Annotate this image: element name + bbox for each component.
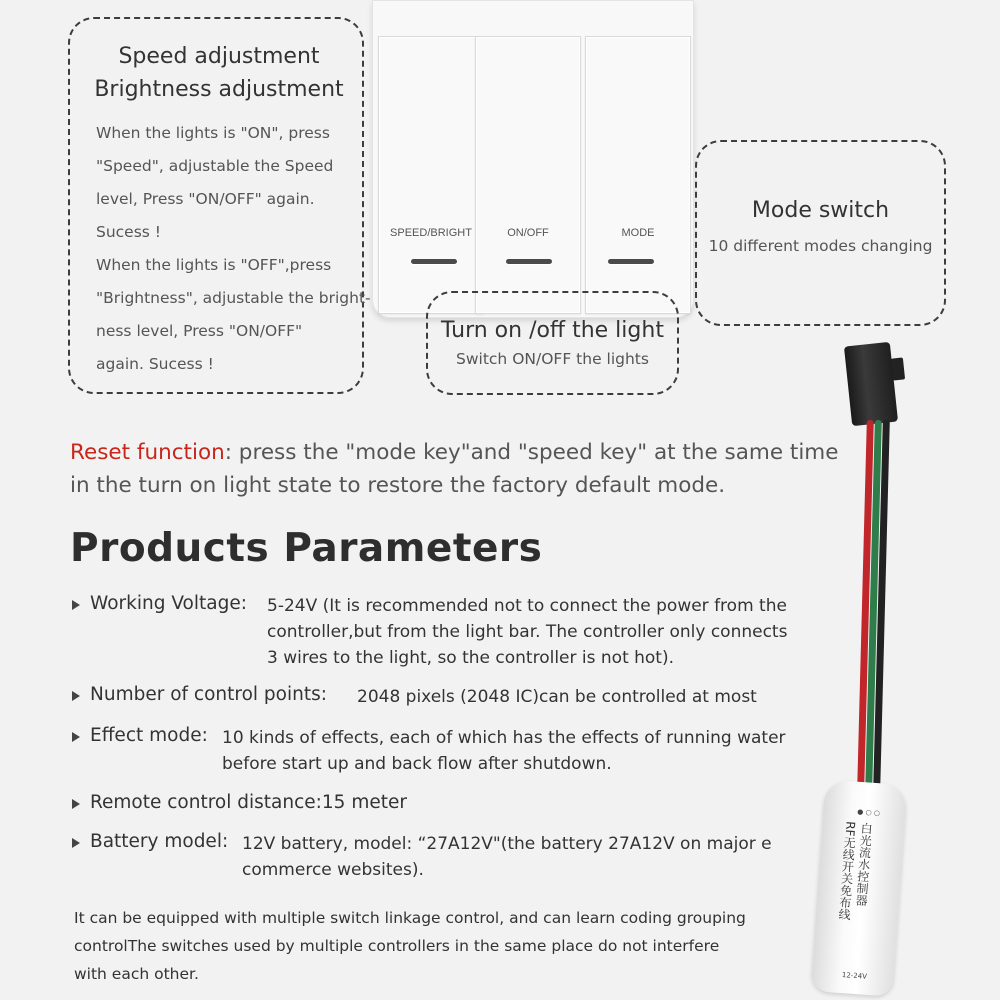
controller-label-line2: RF无线开关免布线 — [836, 820, 858, 921]
reset-function-label: Reset function — [70, 440, 225, 465]
led-controller-module — [811, 779, 908, 996]
on-off-key-label: ON/OFF — [507, 227, 549, 239]
param-label: Number of control points: — [90, 684, 327, 705]
on-off-subtitle: Switch ON/OFF the lights — [456, 350, 649, 368]
triangle-bullet-icon — [72, 799, 80, 809]
mode-switch-callout-box — [695, 140, 946, 326]
instruction-line: level, Press "ON/OFF" again. — [96, 190, 315, 208]
instruction-line: Sucess ! — [96, 223, 162, 241]
reset-function-text — [70, 436, 870, 502]
mode-switch-title: Mode switch — [751, 198, 890, 223]
speed-bright-key-label: SPEED/BRIGHT — [390, 227, 472, 239]
speed-adjustment-title: Speed adjustment — [118, 44, 320, 69]
mode-led-indicator — [608, 259, 654, 264]
mode-switch-subtitle: 10 different modes changing — [708, 237, 933, 255]
cable-connector-plug — [844, 342, 898, 426]
param-value — [357, 684, 757, 710]
param-label: Working Voltage: — [90, 593, 247, 614]
reset-function-line2: in the turn on light state to restore the factory default mode. — [70, 473, 726, 498]
param-value — [222, 725, 786, 777]
param-value-line: 12V battery, model: “27A12V"(the battery 27A12V on major e — [242, 834, 772, 854]
on-off-key[interactable] — [475, 36, 581, 314]
note-line: controlThe switches used by multiple controllers in the same place do not interfere — [74, 937, 720, 955]
param-value-line: controller,but from the light bar. The controller only connects — [267, 622, 788, 642]
brightness-adjustment-title: Brightness adjustment — [94, 77, 344, 102]
wall-switch-panel — [372, 0, 694, 318]
instruction-line: "Brightness", adjustable the bright- — [96, 289, 371, 307]
on-off-callout-box — [426, 291, 679, 395]
instruction-line: When the lights is "ON", press — [96, 124, 330, 142]
instruction-line: When the lights is "OFF",press — [96, 256, 332, 274]
speed-bright-key[interactable] — [378, 36, 484, 314]
speed-brightness-instructions — [96, 117, 371, 381]
param-label: Battery model: — [90, 831, 229, 852]
param-value-line: 5-24V (It is recommended not to connect the power from the — [267, 596, 787, 616]
controller-label — [836, 821, 875, 922]
param-value — [267, 593, 787, 671]
param-value-line: 3 wires to the light, so the controller is not hot). — [267, 648, 675, 668]
linkage-control-note — [74, 904, 834, 988]
param-label: Remote control distance:15 meter — [90, 792, 407, 813]
instruction-line: again. Sucess ! — [96, 355, 214, 373]
triangle-bullet-icon — [72, 732, 80, 742]
param-value-line: 10 kinds of effects, each of which has the effects of running water — [222, 728, 786, 748]
note-line: with each other. — [74, 965, 199, 983]
reset-function-line1: : press the "mode key"and "speed key" at the same time — [224, 440, 839, 465]
controller-voltage: 12-24V — [841, 971, 868, 981]
param-value-line: 2048 pixels (2048 IC)can be controlled at most — [357, 687, 757, 707]
instruction-line: ness level, Press "ON/OFF" — [96, 322, 303, 340]
port-indicators: ● ○ ○ — [857, 807, 881, 818]
note-line: It can be equipped with multiple switch linkage control, and can learn coding grouping — [74, 909, 746, 927]
speed-bright-led-indicator — [411, 259, 457, 264]
on-off-led-indicator — [506, 259, 552, 264]
mode-key-label: MODE — [621, 227, 655, 239]
param-value-line: before start up and back flow after shutdown. — [222, 754, 612, 774]
mode-key[interactable] — [585, 36, 691, 314]
connector-latch — [891, 357, 905, 380]
controller-label-line1: 白光流水控制器 — [853, 821, 874, 907]
products-parameters-heading: Products Parameters — [70, 526, 543, 571]
param-value-line: commerce websites). — [242, 860, 424, 880]
instruction-line: "Speed", adjustable the Speed — [96, 157, 334, 175]
param-label: Effect mode: — [90, 725, 208, 746]
param-value — [242, 831, 772, 883]
triangle-bullet-icon — [72, 600, 80, 610]
on-off-title: Turn on /off the light — [441, 318, 664, 343]
triangle-bullet-icon — [72, 838, 80, 848]
triangle-bullet-icon — [72, 691, 80, 701]
